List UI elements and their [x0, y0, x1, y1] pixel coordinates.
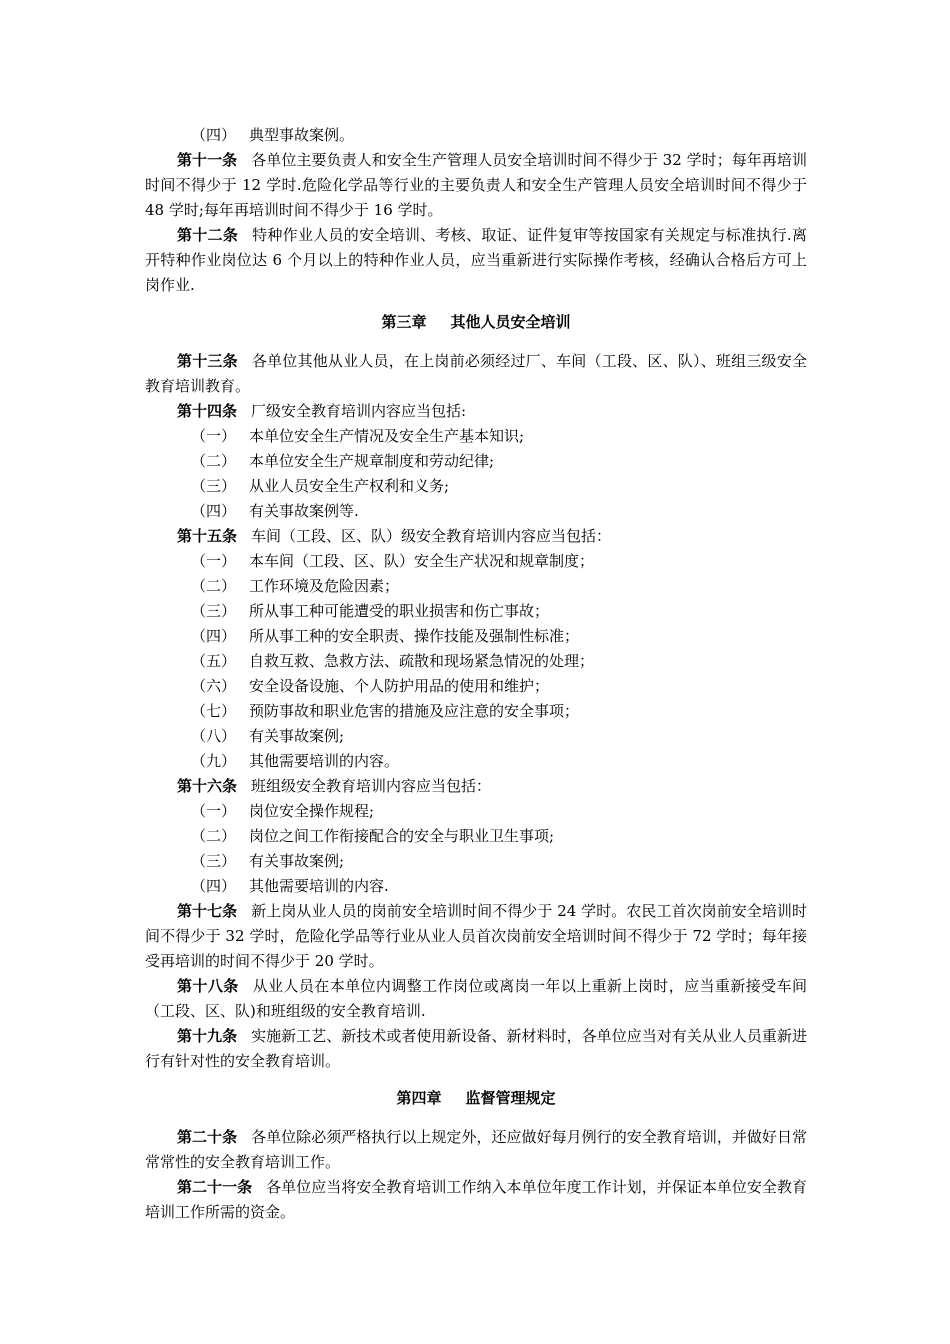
list-item: [145, 724, 807, 749]
article-paragraph: [145, 774, 807, 799]
list-item-number: （四）: [191, 627, 237, 645]
article-text: 班组级安全教育培训内容应当包括：: [251, 777, 492, 795]
list-item-number: （四）: [191, 877, 237, 895]
list-item-number: （八）: [191, 727, 237, 745]
list-item-text: 有关事故案例等.: [249, 502, 359, 520]
list-item-text: 所从事工种的安全职责、操作技能及强制性标准；: [249, 627, 580, 645]
article-text: 车间（工段、区、队）级安全教育培训内容应当包括：: [251, 527, 612, 545]
list-item-number: （二）: [191, 577, 237, 595]
article-text: 各单位应当将安全教育培训工作纳入本单位年度工作计划，并保证本单位安全教育培训工作所需的资金。: [145, 1178, 807, 1221]
article-paragraph: [145, 349, 807, 399]
article-label: 第十二条: [177, 226, 239, 244]
list-item-text: 典型事故案例。: [249, 126, 355, 144]
list-item-number: （三）: [191, 852, 237, 870]
list-item-number: （一）: [191, 552, 237, 570]
article-text: 从业人员在本单位内调整工作岗位或离岗一年以上重新上岗时，应当重新接受车间（工段、区、队)和班组级的安全教育培训.: [145, 977, 807, 1020]
list-item: [145, 549, 807, 574]
article-text: 特种作业人员的安全培训、考核、取证、证件复审等按国家有关规定与标准执行.离开特种作业岗位达 6 个月以上的特种作业人员，应当重新进行实际操作考核，经确认合格后方可上岗作业.: [145, 226, 807, 294]
list-item: [145, 749, 807, 774]
list-item-number: （三）: [191, 477, 237, 495]
chapter-heading: [145, 310, 807, 335]
list-item-text: 有关事故案例;: [249, 727, 345, 745]
list-item-number: （三）: [191, 602, 237, 620]
article-text: 实施新工艺、新技术或者使用新设备、新材料时，各单位应当对有关从业人员重新进行有针对性的安全教育培训。: [145, 1027, 807, 1070]
article-paragraph: [145, 148, 807, 223]
list-item-number: （二）: [191, 827, 237, 845]
article-text: 各单位除必须严格执行以上规定外，还应做好每月例行的安全教育培训，并做好日常常常性的安全教育培训工作。: [145, 1128, 807, 1171]
list-item: [145, 599, 807, 624]
list-item: [145, 699, 807, 724]
list-item: [145, 574, 807, 599]
list-item: [145, 799, 807, 824]
article-label: 第十五条: [177, 527, 238, 545]
list-item: [145, 824, 807, 849]
chapter-title: 监督管理规定: [465, 1089, 556, 1107]
list-item-number: （四）: [191, 502, 237, 520]
article-label: 第十一条: [177, 151, 238, 169]
list-item-number: （五）: [191, 652, 237, 670]
list-item: [145, 449, 807, 474]
list-item: [145, 649, 807, 674]
list-item-text: 自救互救、急救方法、疏散和现场紧急情况的处理；: [249, 652, 595, 670]
article-label: 第十四条: [177, 402, 238, 420]
article-paragraph: [145, 524, 807, 549]
article-label: 第十六条: [177, 777, 238, 795]
list-item-text: 岗位安全操作规程;: [249, 802, 375, 820]
list-item-text: 本单位安全生产情况及安全生产基本知识;: [249, 427, 525, 445]
chapter-heading: [145, 1086, 807, 1111]
list-item-number: （七）: [191, 702, 237, 720]
article-paragraph: [145, 1125, 807, 1175]
list-item-number: （九）: [191, 752, 237, 770]
list-item-text: 预防事故和职业危害的措施及应注意的安全事项；: [249, 702, 580, 720]
article-label: 第二十条: [177, 1128, 238, 1146]
article-paragraph: [145, 399, 807, 424]
article-label: 第十九条: [177, 1027, 238, 1045]
list-item: [145, 624, 807, 649]
list-item-text: 所从事工种可能遭受的职业损害和伤亡事故；: [249, 602, 550, 620]
list-item: [145, 849, 807, 874]
list-item-text: 本单位安全生产规章制度和劳动纪律;: [249, 452, 495, 470]
article-paragraph: [145, 1024, 807, 1074]
list-item: [145, 674, 807, 699]
article-label: 第十八条: [177, 977, 239, 995]
article-label: 第十三条: [177, 352, 238, 370]
list-item-number: （一）: [191, 427, 237, 445]
chapter-title: 其他人员安全培训: [450, 313, 571, 331]
list-item-text: 工作环境及危险因素；: [249, 577, 400, 595]
article-text: 各单位其他从业人员，在上岗前必须经过厂、车间（工段、区、队）、班组三级安全教育培训教育。: [145, 352, 807, 395]
list-item: [145, 874, 807, 899]
chapter-label: 第三章: [381, 313, 427, 331]
article-label: 第二十一条: [177, 1178, 253, 1196]
list-item-text: 有关事故案例;: [249, 852, 345, 870]
chapter-label: 第四章: [396, 1089, 442, 1107]
list-item-number: （一）: [191, 802, 237, 820]
list-item: [145, 474, 807, 499]
article-paragraph: [145, 899, 807, 974]
list-item: [145, 424, 807, 449]
list-item-text: 从业人员安全生产权利和义务;: [249, 477, 450, 495]
list-item: [145, 499, 807, 524]
article-label: 第十七条: [177, 902, 238, 920]
list-item: [145, 123, 807, 148]
article-text: 厂级安全教育培训内容应当包括:: [251, 402, 467, 420]
list-item-text: 本车间（工段、区、队）安全生产状况和规章制度；: [249, 552, 595, 570]
list-item-text: 其他需要培训的内容。: [249, 752, 400, 770]
article-text: 各单位主要负责人和安全生产管理人员安全培训时间不得少于 32 学时；每年再培训时间不得少于 12 学时.危险化学品等行业的主要负责人和安全生产管理人员安全培训时间不得少于 48 学时;每年再培训时间不得少于 16 学时。: [145, 151, 807, 219]
article-paragraph: [145, 223, 807, 298]
list-item-text: 其他需要培训的内容.: [249, 877, 389, 895]
list-item-number: （二）: [191, 452, 237, 470]
article-text: 新上岗从业人员的岗前安全培训时间不得少于 24 学时。农民工首次岗前安全培训时间不得少于 32 学时，危险化学品等行业从业人员首次岗前安全培训时间不得少于 72 学时；每年接受再培训的时间不得少于 20 学时。: [145, 902, 807, 970]
list-item-text: 岗位之间工作衔接配合的安全与职业卫生事项;: [249, 827, 555, 845]
list-item-number: （六）: [191, 677, 237, 695]
document-body: [145, 123, 807, 1225]
list-item-number: （四）: [191, 126, 237, 144]
list-item-text: 安全设备设施、个人防护用品的使用和维护；: [249, 677, 550, 695]
article-paragraph: [145, 1175, 807, 1225]
article-paragraph: [145, 974, 807, 1024]
